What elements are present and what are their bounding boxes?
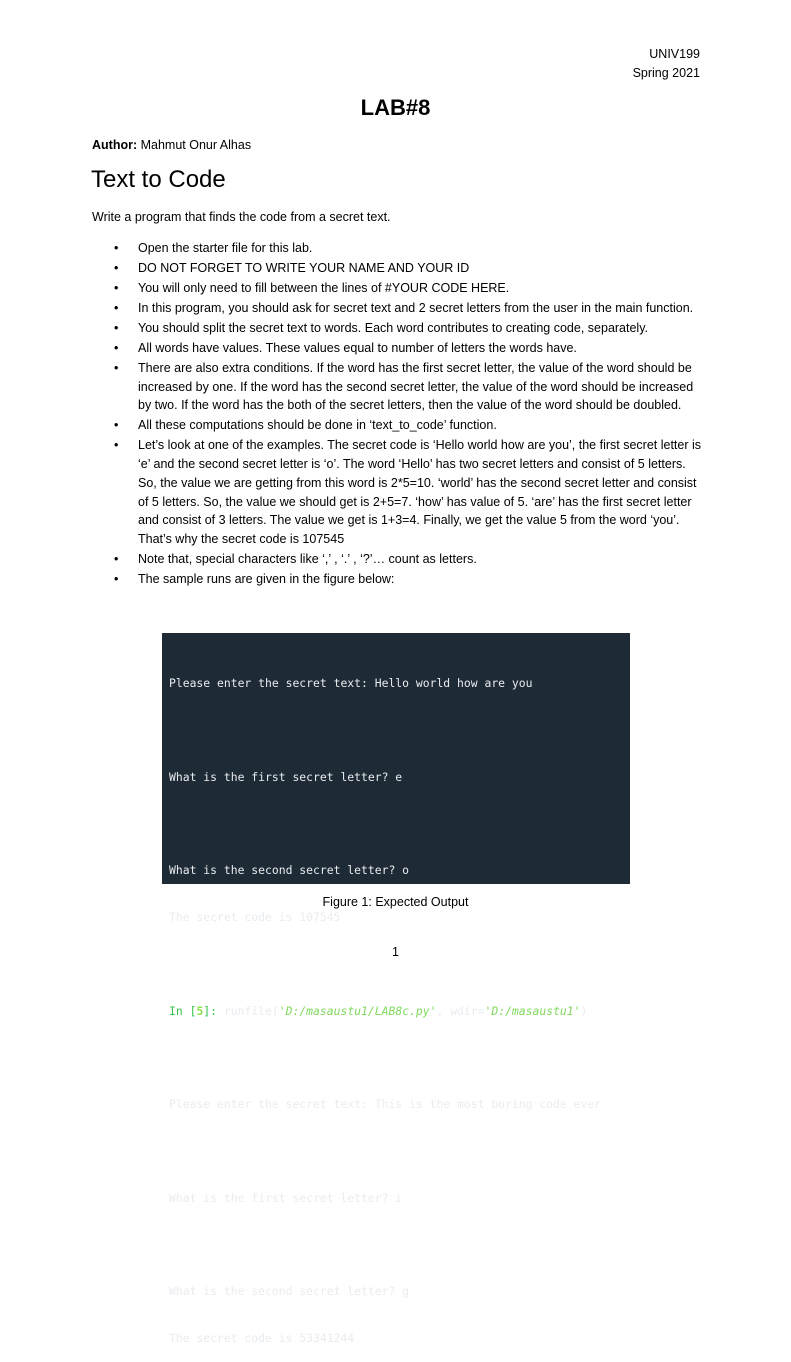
console-blank-line — [169, 957, 624, 973]
bullet-icon: • — [114, 281, 119, 295]
console-blank-line — [169, 817, 624, 833]
instruction-list — [92, 239, 702, 590]
bullet-icon: • — [114, 551, 119, 566]
list-item-text: All these computations should be done in ‘text_to_code’ function. — [138, 418, 497, 433]
list-item-text: All words have values. These values equal to number of letters the words have. — [138, 341, 577, 355]
bullet-icon: • — [114, 241, 119, 255]
list-item — [92, 259, 702, 278]
list-item-text: You should split the secret text to words. Each word contributes to creating code, separately. — [138, 321, 649, 335]
lab-title: LAB#8 — [360, 95, 431, 120]
list-item-text: The sample runs are given in the figure below: — [138, 571, 395, 586]
string-arg-wdir: 'D:/masaustu1' — [484, 1003, 581, 1018]
list-item — [92, 299, 702, 318]
list-item — [92, 416, 702, 435]
bullet-icon: • — [114, 261, 119, 275]
console-blank-line — [169, 1238, 624, 1254]
string-arg-file: 'D:/masaustu1/LAB8c.py' — [278, 1003, 437, 1018]
bullet-icon: • — [114, 321, 119, 335]
list-item — [92, 550, 702, 569]
console-line: What is the second secret letter? o — [169, 863, 410, 878]
list-item — [92, 359, 702, 415]
console-input-cell — [169, 1004, 624, 1020]
console-blank-line — [169, 1144, 624, 1160]
in-prompt-close: ]: — [203, 1003, 224, 1018]
section-title: Text to Code — [91, 166, 226, 193]
bullet-icon: • — [114, 361, 119, 375]
bullet-icon: • — [114, 341, 119, 355]
console-line: What is the first secret letter? e — [169, 769, 403, 784]
list-item — [92, 436, 702, 548]
console-line: What is the second secret letter? g — [169, 1284, 410, 1299]
author-name: Mahmut Onur Alhas — [140, 138, 252, 152]
list-item-text: In this program, you should ask for secret text and 2 secret letters from the user in the main function. — [138, 301, 694, 315]
list-item — [92, 339, 702, 358]
intro-text: Write a program that finds the code from a secret text. — [92, 210, 391, 224]
list-item — [92, 570, 702, 589]
call-open: runfile( — [223, 1003, 279, 1018]
bullet-icon: • — [114, 438, 119, 453]
list-item-text: Open the starter file for this lab. — [138, 241, 313, 255]
list-item-text: There are also extra conditions. If the word has the first secret letter, the value of the word should be increased by one. If the word has the second secret letter, the value of the word should be increased by two. If the word has the both of the secret letters, then the value of the word should be doubled. — [138, 361, 694, 413]
list-item — [92, 319, 702, 338]
author-line — [92, 138, 251, 152]
console-result-line: The secret code is 107545 — [169, 910, 341, 925]
course-code: UNIV199 — [649, 47, 700, 61]
console-blank-line — [169, 723, 624, 739]
in-prompt-label: In [ — [169, 1003, 197, 1018]
figure-caption: Figure 1: Expected Output — [322, 895, 469, 909]
console-blank-line — [169, 1050, 624, 1066]
console-result-line: The secret code is 53341244 — [169, 1331, 355, 1346]
bullet-icon: • — [114, 571, 119, 586]
list-item-text: DO NOT FORGET TO WRITE YOUR NAME AND YOUR ID — [138, 261, 470, 275]
bullet-icon: • — [114, 418, 119, 433]
in-prompt-number: 5 — [196, 1003, 204, 1018]
page-number: 1 — [392, 945, 399, 959]
console-line: What is the first secret letter? i — [169, 1190, 403, 1205]
list-item-text: You will only need to fill between the lines of #YOUR CODE HERE. — [138, 281, 510, 295]
console-line: Please enter the secret text: This is the most boring code ever — [169, 1097, 602, 1112]
term: Spring 2021 — [632, 66, 700, 80]
list-item — [92, 279, 702, 298]
bullet-icon: • — [114, 301, 119, 315]
call-separator: , wdir= — [436, 1003, 485, 1018]
list-item — [92, 239, 702, 258]
list-item-text: Note that, special characters like ‘,’ , ‘.’ , ‘?’… count as letters. — [138, 551, 477, 566]
page-header — [633, 45, 700, 83]
author-label: Author: — [92, 138, 138, 152]
list-item-text: Let’s look at one of the examples. The secret code is ‘Hello world how are you’, the first secret letter is ‘e’ and the second secret letter is ‘o’. The word ‘Hello’ has two secret letters and consist of 5 letters. So, the value we are getting from this word is 2*5=10. ‘world’ has the second secret letter and consist of 5 letters. So, the value we should get is 2+5=7. ‘how’ has value of 5. ‘are’ has the first secret letter and consist of 3 letters. The value we get is 1+3=4. Finally, we get the value 5 from the word ‘you’. That’s why the secret code is 107545 — [138, 438, 702, 546]
call-close: ) — [580, 1003, 588, 1018]
console-line: Please enter the secret text: Hello world how are you — [169, 676, 533, 691]
